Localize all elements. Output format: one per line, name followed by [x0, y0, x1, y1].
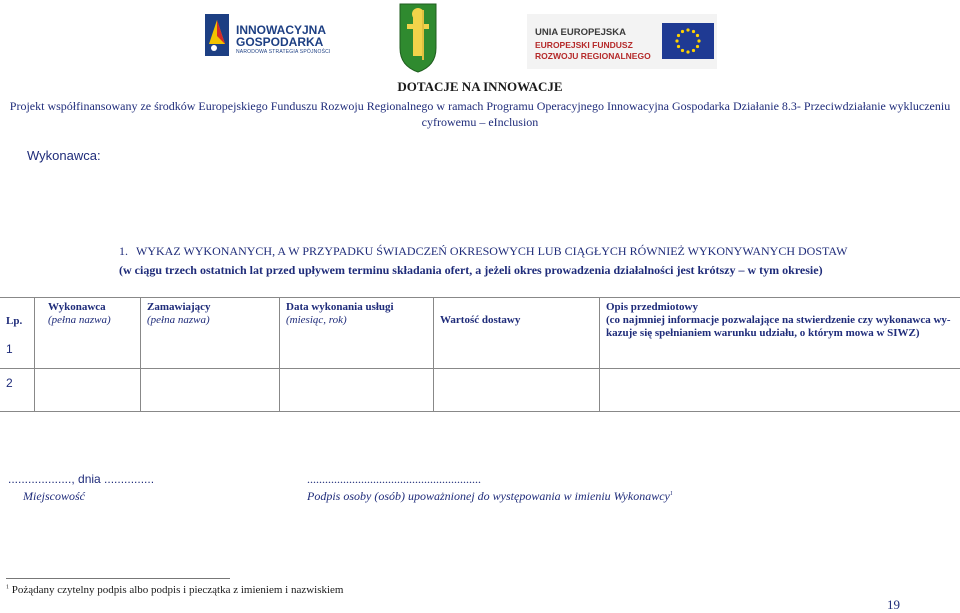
footnote-mark: 1	[6, 584, 9, 591]
table-col-divider	[279, 297, 280, 412]
col-header-lp: Lp.	[6, 315, 23, 327]
eu-logo-line2: EUROPEJSKI FUNDUSZ	[535, 40, 633, 50]
eu-fund-logo	[527, 14, 717, 69]
col-header-contractor-sub: (pełna nazwa)	[48, 314, 111, 326]
table-top-border	[0, 297, 960, 298]
col-header-description-title: Opis przedmiotowy	[606, 301, 698, 313]
signature-field: ..........................................................	[307, 472, 481, 486]
coat-of-arms-icon	[398, 2, 438, 74]
table-row-divider	[0, 368, 960, 369]
table-col-divider	[34, 297, 35, 412]
eu-logo-line1: UNIA EUROPEJSKA	[535, 27, 626, 38]
table-bottom-border	[0, 411, 960, 412]
section-heading: WYKAZ WYKONANYCH, A W PRZYPADKU ŚWIADCZEŃ OKRESOWYCH LUB CIĄGŁYCH RÓWNIEŻ WYKONYWANYCH DOSTAW	[136, 244, 848, 258]
place-date-field: ..................., dnia ...............	[8, 472, 155, 486]
col-header-date-title: Data wykonania usługi	[286, 301, 394, 313]
col-header-value: Wartość dostawy	[440, 314, 521, 326]
eu-flag-icon	[662, 23, 714, 59]
ig-logo-line1: INNOWACYJNA	[236, 23, 327, 37]
col-header-contractor	[48, 301, 111, 327]
table-col-divider	[599, 297, 600, 412]
col-header-client	[147, 301, 211, 327]
contractor-label: Wykonawca:	[27, 148, 101, 163]
footnote-separator	[6, 578, 230, 579]
footnote	[6, 584, 344, 596]
col-header-description-line3: kazuje się spełnianiem warunku udziału, o którym mowa w SIWZ)	[606, 327, 920, 339]
col-header-description	[606, 301, 951, 340]
project-info	[0, 98, 960, 130]
works-table	[0, 297, 960, 412]
col-header-contractor-title: Wykonawca	[48, 301, 106, 313]
col-header-description-line2: (co najmniej informacje pozwalające na stwierdzenie czy wykonawca wy-	[606, 314, 951, 326]
project-line-1: Projekt współfinansowany ze środków Europejskiego Funduszu Rozwoju Regionalnego w ramach Programu Operacyjnego Innowacyjna Gospodarka Działanie 8.3- Przeciwdziałanie wykluczeniu	[9, 99, 951, 113]
eu-logo-line3: ROZWOJU REGIONALNEGO	[535, 51, 651, 61]
innovative-economy-mark-icon	[205, 14, 229, 56]
col-header-client-sub: (pełna nazwa)	[147, 314, 210, 326]
ig-logo-line3: NARODOWA STRATEGIA SPÓJNOŚCI	[236, 49, 331, 55]
project-line-2: cyfrowemu – eInclusion	[421, 115, 539, 129]
col-header-date-sub: (miesiąc, rok)	[286, 314, 347, 326]
page-number: 19	[887, 597, 900, 612]
table-row-number: 1	[6, 342, 13, 356]
signature-caption	[307, 489, 673, 504]
footnote-text: Pożądany czytelny podpis albo podpis i pieczątka z imieniem i nazwiskiem	[9, 584, 344, 596]
place-caption: Miejscowość	[23, 489, 85, 503]
table-row-number: 2	[6, 376, 13, 390]
table-col-divider	[433, 297, 434, 412]
signature-caption-text: Podpis osoby (osób) upoważnionej do występowania w imieniu Wykonawcy	[307, 489, 670, 503]
document-title: DOTACJE NA INNOWACJE	[397, 79, 563, 94]
signature-footnote-mark: 1	[669, 491, 673, 497]
col-header-client-title: Zamawiający	[147, 301, 211, 313]
col-header-date	[286, 301, 394, 327]
innowacyjna-gospodarka-logo	[205, 14, 331, 56]
table-col-divider	[140, 297, 141, 412]
ig-logo-line2: GOSPODARKA	[236, 35, 324, 49]
section-subheading: (w ciągu trzech ostatnich lat przed upływem terminu składania ofert, a jeżeli okres prowadzenia działalności jest krótszy – w tym okresie)	[119, 263, 823, 277]
list-number: 1.	[119, 244, 128, 258]
